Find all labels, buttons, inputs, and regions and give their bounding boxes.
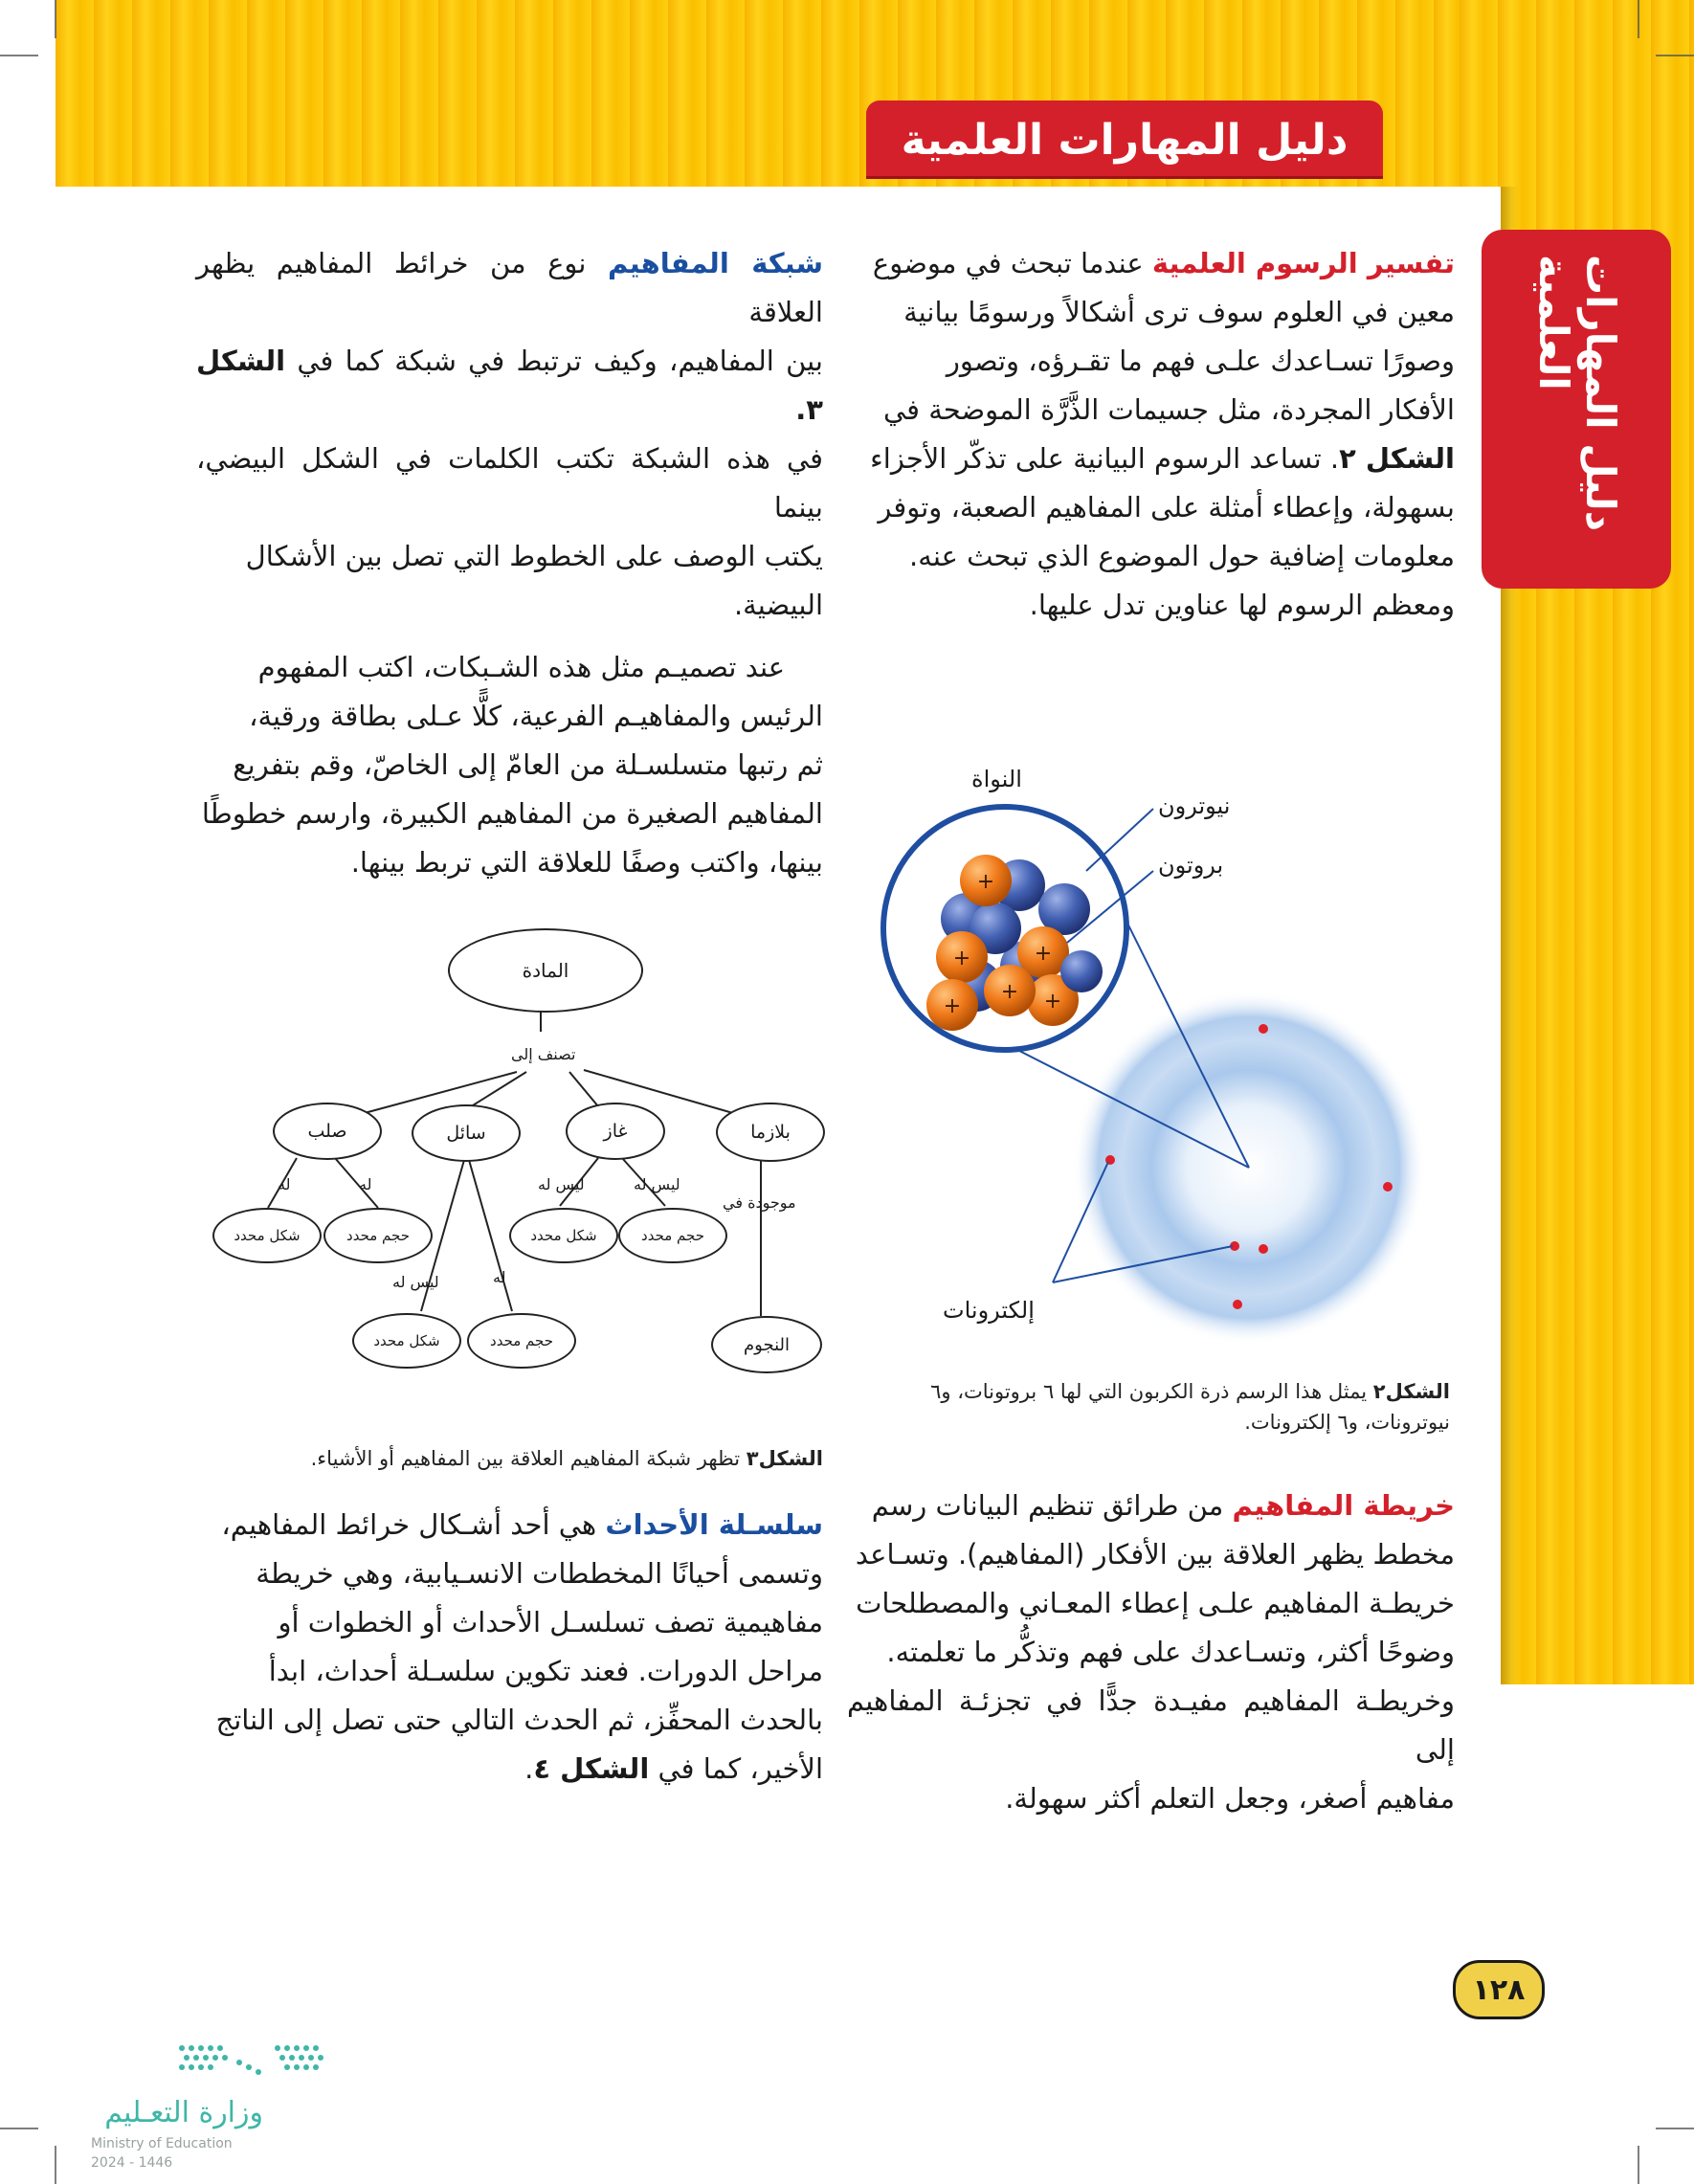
text-line: وصورًا تسـاعدك علـى فهم ما تقـرؤه، وتصور	[946, 345, 1455, 377]
keyword-concept-map: خريطة المفاهيم	[1232, 1489, 1455, 1522]
paragraph-concept-map	[847, 1482, 1455, 1823]
text-line: بين المفاهيم، وكيف ترتبط في شبكة كما في	[285, 345, 823, 377]
text-line: .	[524, 1752, 534, 1785]
link-label: له	[493, 1268, 506, 1286]
text-line: . تساعد الرسوم البيانية على تذكّر الأجزاء	[870, 442, 1340, 475]
link-label: له	[359, 1175, 372, 1193]
label-nucleus: النواة	[971, 766, 1022, 792]
text-line: وتسمى أحيانًا المخططات الانسـيابية، وهي خريطة	[256, 1557, 823, 1590]
concept-node-liquid-shape: شكل محدد	[352, 1313, 461, 1369]
text-line: وخريطـة المفاهيم مفيـدة جدًّا في تجزئـة المفاهيم إلى	[847, 1684, 1455, 1766]
label-electrons: إلكترونات	[943, 1297, 1035, 1324]
text-line: الأفكار المجردة، مثل جسيمات الذَّرَّة الموضحة في	[882, 393, 1455, 426]
paragraph-concept-network	[196, 239, 823, 630]
link-label: موجودة في	[723, 1193, 796, 1212]
keyword-events-chain: سلسـلة الأحداث	[605, 1508, 823, 1541]
proton-sign: +	[952, 947, 971, 970]
figure-reference: الشكل ٣.	[196, 345, 823, 426]
side-tab-label: دليل المهارات العلمية	[1530, 255, 1624, 532]
text-line: وضوحًا أكثر، وتسـاعدك على فهم وتذكُّر ما تعلمته.	[886, 1636, 1455, 1668]
concept-node-solid-volume: حجم محدد	[323, 1208, 433, 1263]
link-label: ليس له	[538, 1175, 585, 1193]
concept-node-solid: صلب	[273, 1103, 382, 1160]
concept-node-root: المادة	[448, 928, 643, 1013]
text-line: البيضية.	[733, 589, 823, 621]
text-line: الأخير، كما في	[649, 1752, 823, 1785]
text-line: بسهولة، وإعطاء أمثلة على المفاهيم الصعبة، وتوفر	[878, 491, 1455, 524]
text-line: عندما تبحث في موضوع	[872, 247, 1152, 279]
paragraph-designing-network	[196, 643, 823, 887]
text-line: بينها، واكتب وصفًا للعلاقة التي تربط بينها.	[350, 846, 823, 879]
text-line: نوع من خرائط المفاهيم يظهر العلاقة	[196, 247, 823, 328]
ministry-year: 2024 - 1446	[91, 2155, 173, 2171]
ministry-logo-icon	[172, 2039, 340, 2096]
figure-reference: الشكل ٤	[533, 1752, 650, 1785]
text-line: يكتب الوصف على الخطوط التي تصل بين الأشكال	[245, 540, 823, 572]
concept-node-gas-volume: حجم محدد	[618, 1208, 727, 1263]
ministry-name-arabic: وزارة التعـليم	[104, 2096, 263, 2129]
keyword-interpreting-diagrams: تفسير الرسوم العلمية	[1151, 247, 1455, 279]
concept-node-gas-shape: شكل محدد	[509, 1208, 618, 1263]
label-proton: بروتون	[1158, 852, 1224, 879]
text-line: في هذه الشبكة تكتب الكلمات في الشكل البيضي، بينما	[196, 442, 823, 524]
link-label: ليس له	[634, 1175, 680, 1193]
text-line: مخطط يظهر العلاقة بين الأفكار (المفاهيم). وتسـاعد	[855, 1538, 1455, 1571]
text-line: معلومات إضافية حول الموضوع الذي تبحث عنه.	[909, 540, 1455, 572]
text-line: المفاهيم الصغيرة من المفاهيم الكبيرة، وارسم خطوطًا	[201, 797, 823, 830]
caption-text: يمثل هذا الرسم ذرة الكربون التي لها ٦ بروتونات، و٦	[930, 1380, 1373, 1403]
caption-text: تظهر شبكة المفاهيم العلاقة بين المفاهيم أو الأشياء.	[310, 1447, 747, 1470]
figure2-caption	[861, 1376, 1450, 1437]
text-line: من طرائق تنظيم البيانات رسم	[871, 1489, 1233, 1522]
proton-sign: +	[976, 870, 995, 894]
text-line: مفاهيمية تصف تسلسـل الأحداث أو الخطوات أو	[278, 1606, 823, 1638]
proton-sign: +	[1034, 942, 1053, 966]
proton-sign: +	[1000, 980, 1019, 1004]
text-line: عند تصميـم مثل هذه الشـبكات، اكتب المفهوم	[257, 651, 785, 683]
text-line: الرئيس والمفاهيـم الفرعية، كلًّا عـلى بطاقة ورقية،	[249, 700, 823, 732]
link-label-classified: تصنف إلى	[511, 1045, 576, 1063]
page-number: ١٢٨	[1453, 1960, 1545, 2019]
text-line: مفاهيم أصغر، وجعل التعلم أكثر سهولة.	[1005, 1782, 1455, 1815]
keyword-concept-network: شبكة المفاهيم	[608, 247, 824, 279]
right-column	[847, 239, 1455, 630]
text-line: بالحدث المحفِّز، ثم الحدث التالي حتى تصل إلى الناتج	[215, 1704, 823, 1736]
figure-reference: الشكل ٢	[1339, 442, 1455, 475]
text-line: معين في العلوم سوف ترى أشكالاً ورسومًا بيانية	[903, 296, 1455, 328]
paragraph-interpreting-diagrams	[847, 239, 1455, 630]
label-neutron: نيوترون	[1158, 792, 1231, 819]
caption-text: نيوترونات، و٦ إلكترونات.	[1244, 1411, 1450, 1434]
concept-node-plasma: بلازما	[716, 1103, 825, 1162]
caption-label: الشكل٢	[1372, 1380, 1450, 1403]
page-title: دليل المهارات العلمية	[866, 100, 1383, 179]
neutron-leader	[1086, 809, 1153, 871]
text-line: مراحل الدورات. فعند تكوين سلسـلة أحداث، ابدأ	[268, 1655, 823, 1687]
text-line: ومعظم الرسوم لها عناوين تدل عليها.	[1029, 589, 1455, 621]
text-line: خريطـة المفاهيم علـى إعطاء المعـاني والمصطلحات	[856, 1587, 1455, 1619]
text-line: ثم رتبها متسلسـلة من العامّ إلى الخاصّ، وقم بتفريع	[233, 748, 823, 781]
left-column	[196, 239, 823, 887]
concept-node-solid-shape: شكل محدد	[212, 1208, 322, 1263]
paragraph-events-chain	[196, 1501, 823, 1794]
concept-node-stars: النجوم	[711, 1316, 822, 1373]
concept-node-liquid-volume: حجم محدد	[467, 1313, 576, 1369]
link-label: ليس له	[392, 1273, 439, 1291]
text-line: هي أحد أشـكال خرائط المفاهيم،	[221, 1508, 606, 1541]
concept-node-gas: غاز	[566, 1103, 665, 1160]
ministry-name-english: Ministry of Education	[91, 2136, 233, 2151]
link-label: له	[278, 1175, 291, 1193]
proton-sign: +	[943, 994, 962, 1018]
figure3-caption	[201, 1443, 823, 1474]
proton-sign: +	[1043, 990, 1062, 1014]
caption-label: الشكل٣	[746, 1447, 823, 1470]
concept-node-liquid: سائل	[412, 1104, 521, 1162]
